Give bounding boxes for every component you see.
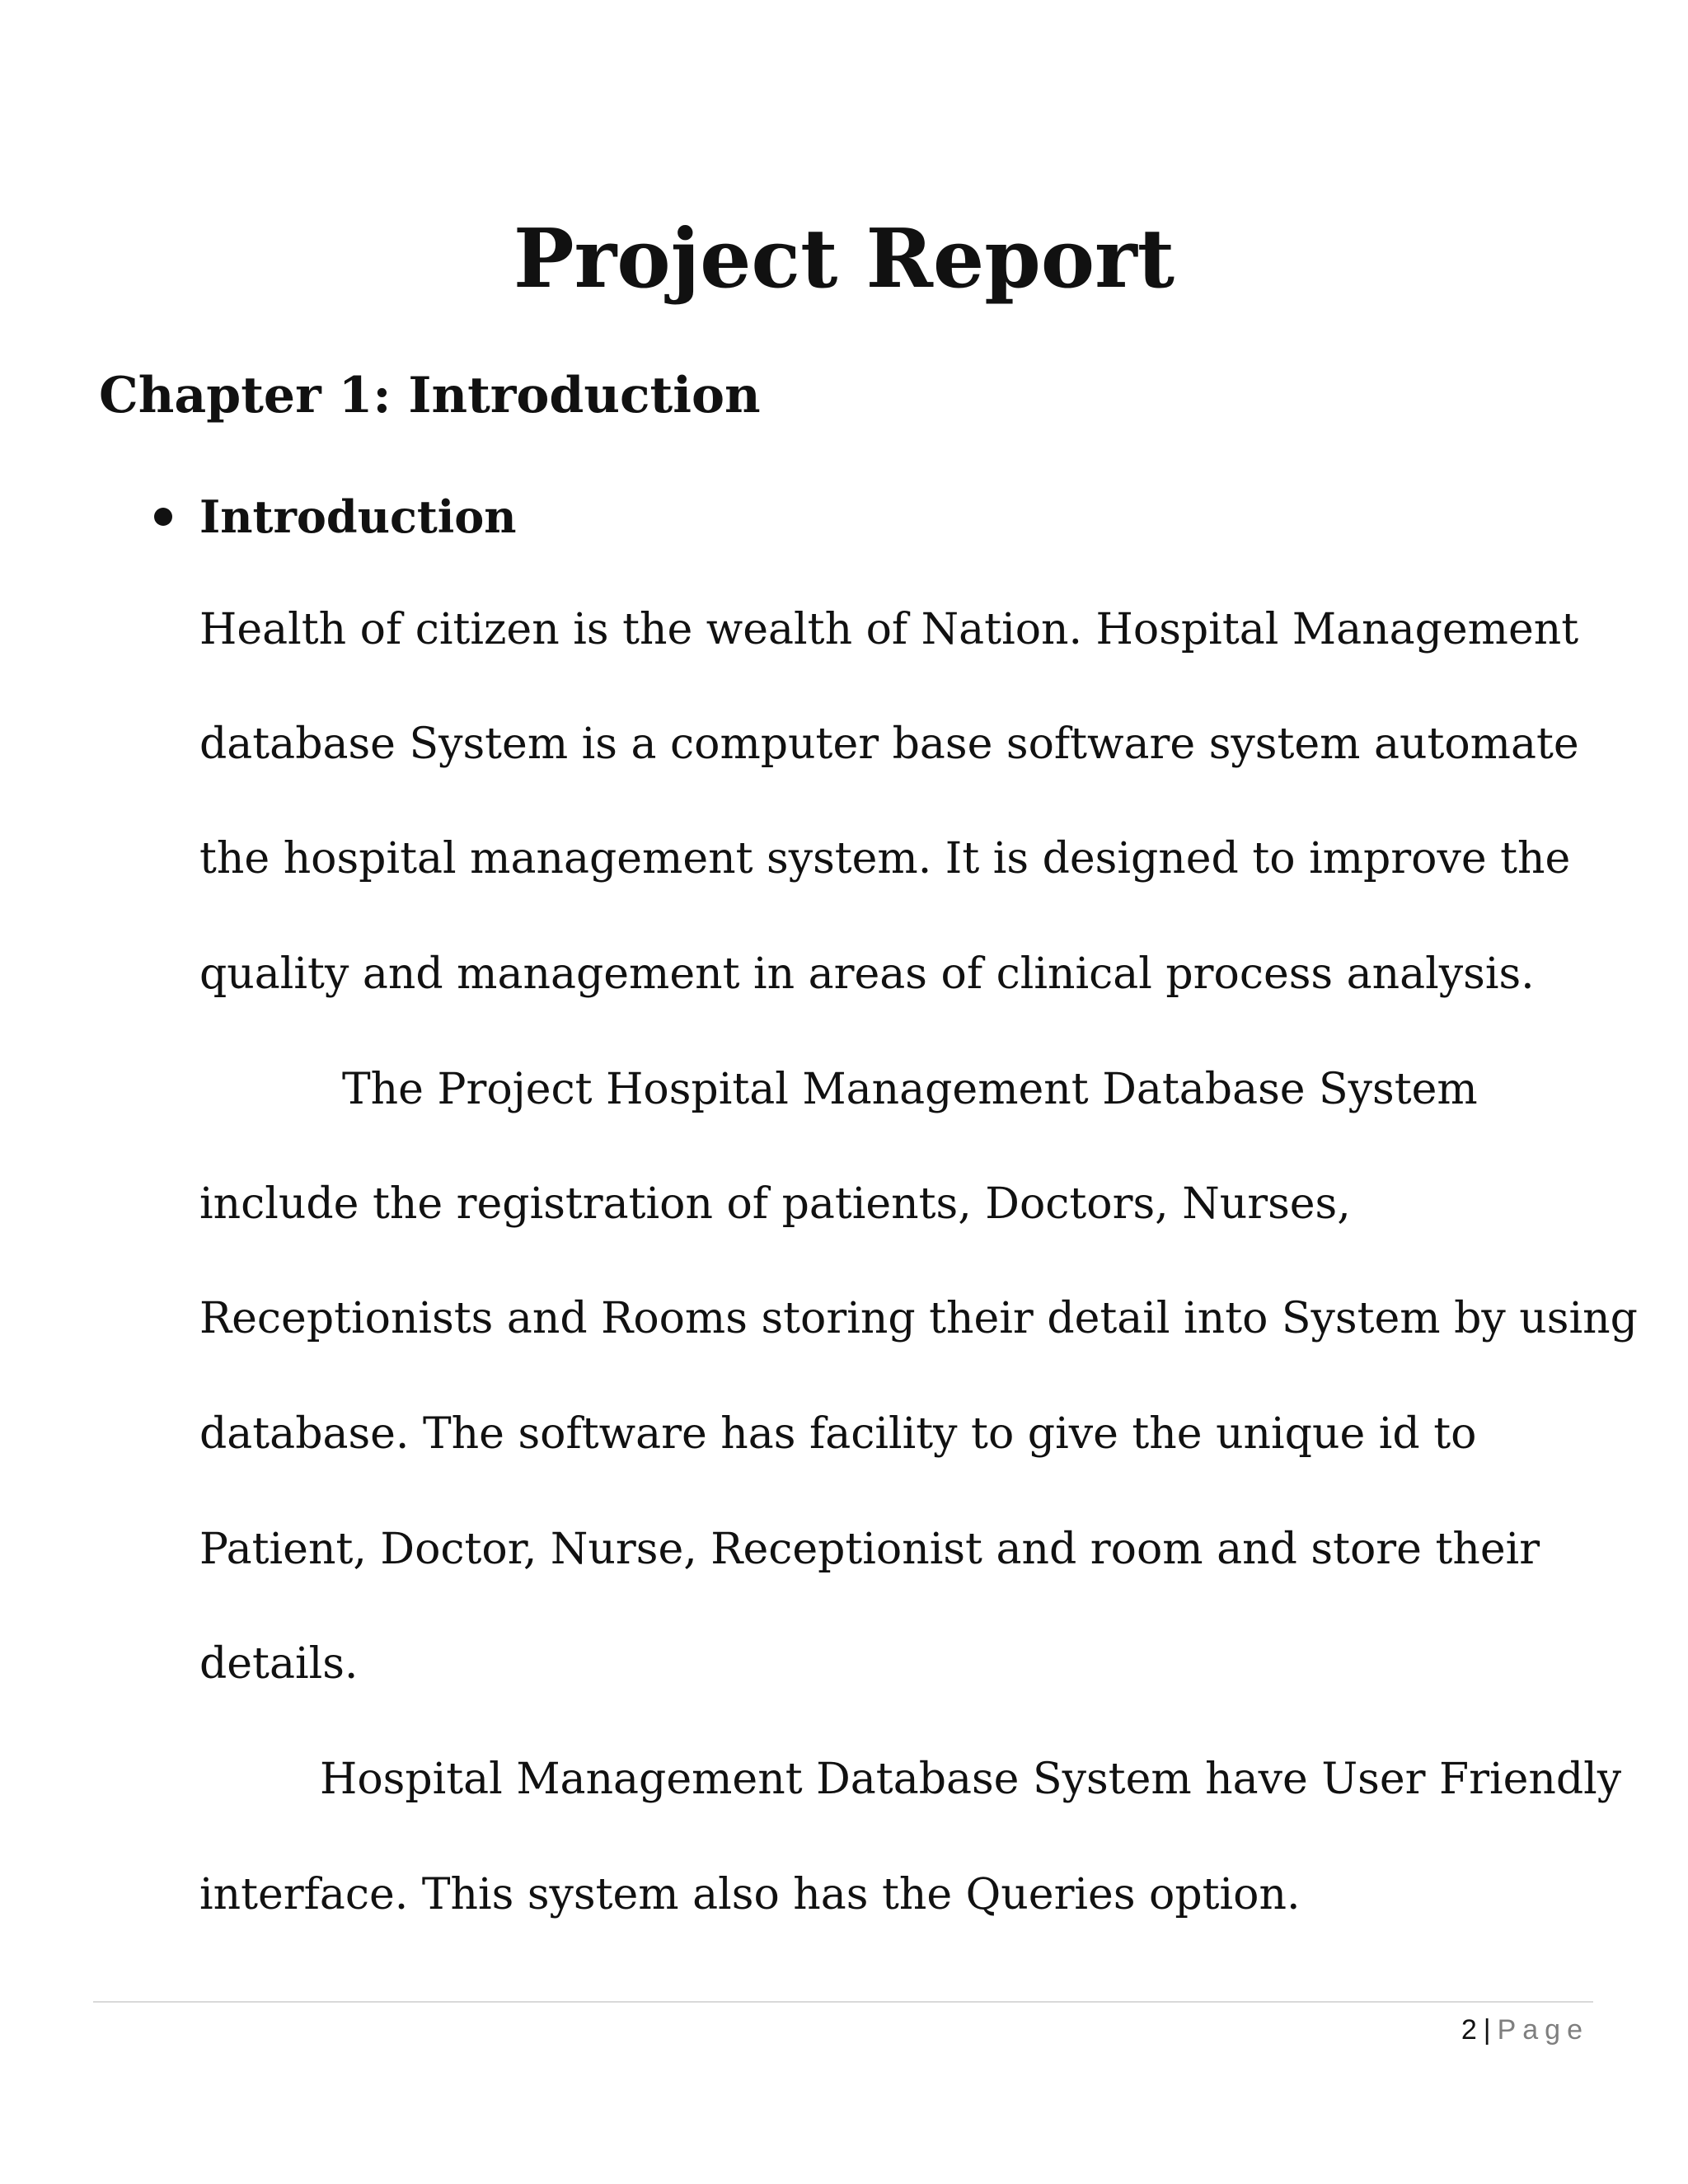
paragraph-line: quality and management in areas of clinical process analysis.: [199, 949, 1535, 999]
paragraph-line: the hospital management system. It is designed to improve the: [199, 834, 1571, 883]
paragraph-line: Hospital Management Database System have User Friendly: [320, 1755, 1622, 1804]
document-title: Project Report: [513, 212, 1175, 307]
paragraph-line: Health of citizen is the wealth of Nation. Hospital Management: [199, 605, 1579, 654]
page-label: Page: [1497, 2014, 1589, 2046]
footer-separator: |: [1483, 2014, 1491, 2046]
paragraph-line: include the registration of patients, Doctors, Nurses,: [199, 1179, 1351, 1229]
paragraph-line: interface. This system also has the Queries option.: [199, 1870, 1301, 1919]
section-heading: Introduction: [199, 490, 517, 543]
page-number: 2: [1461, 2014, 1477, 2046]
page-footer: [1461, 2011, 1589, 2049]
paragraph-line: Patient, Doctor, Nurse, Receptionist and room and store their: [199, 1525, 1540, 1574]
paragraph-line: database System is a computer base software system automate: [199, 719, 1579, 769]
bullet-icon: [154, 508, 172, 526]
paragraph-line: The Project Hospital Management Database System: [342, 1065, 1478, 1114]
paragraph-line: details.: [199, 1639, 359, 1689]
footer-divider: [93, 2001, 1593, 2003]
paragraph-line: Receptionists and Rooms storing their detail into System by using: [199, 1294, 1638, 1343]
chapter-heading: Chapter 1: Introduction: [99, 367, 761, 424]
paragraph-line: database. The software has facility to give the unique id to: [199, 1409, 1477, 1459]
